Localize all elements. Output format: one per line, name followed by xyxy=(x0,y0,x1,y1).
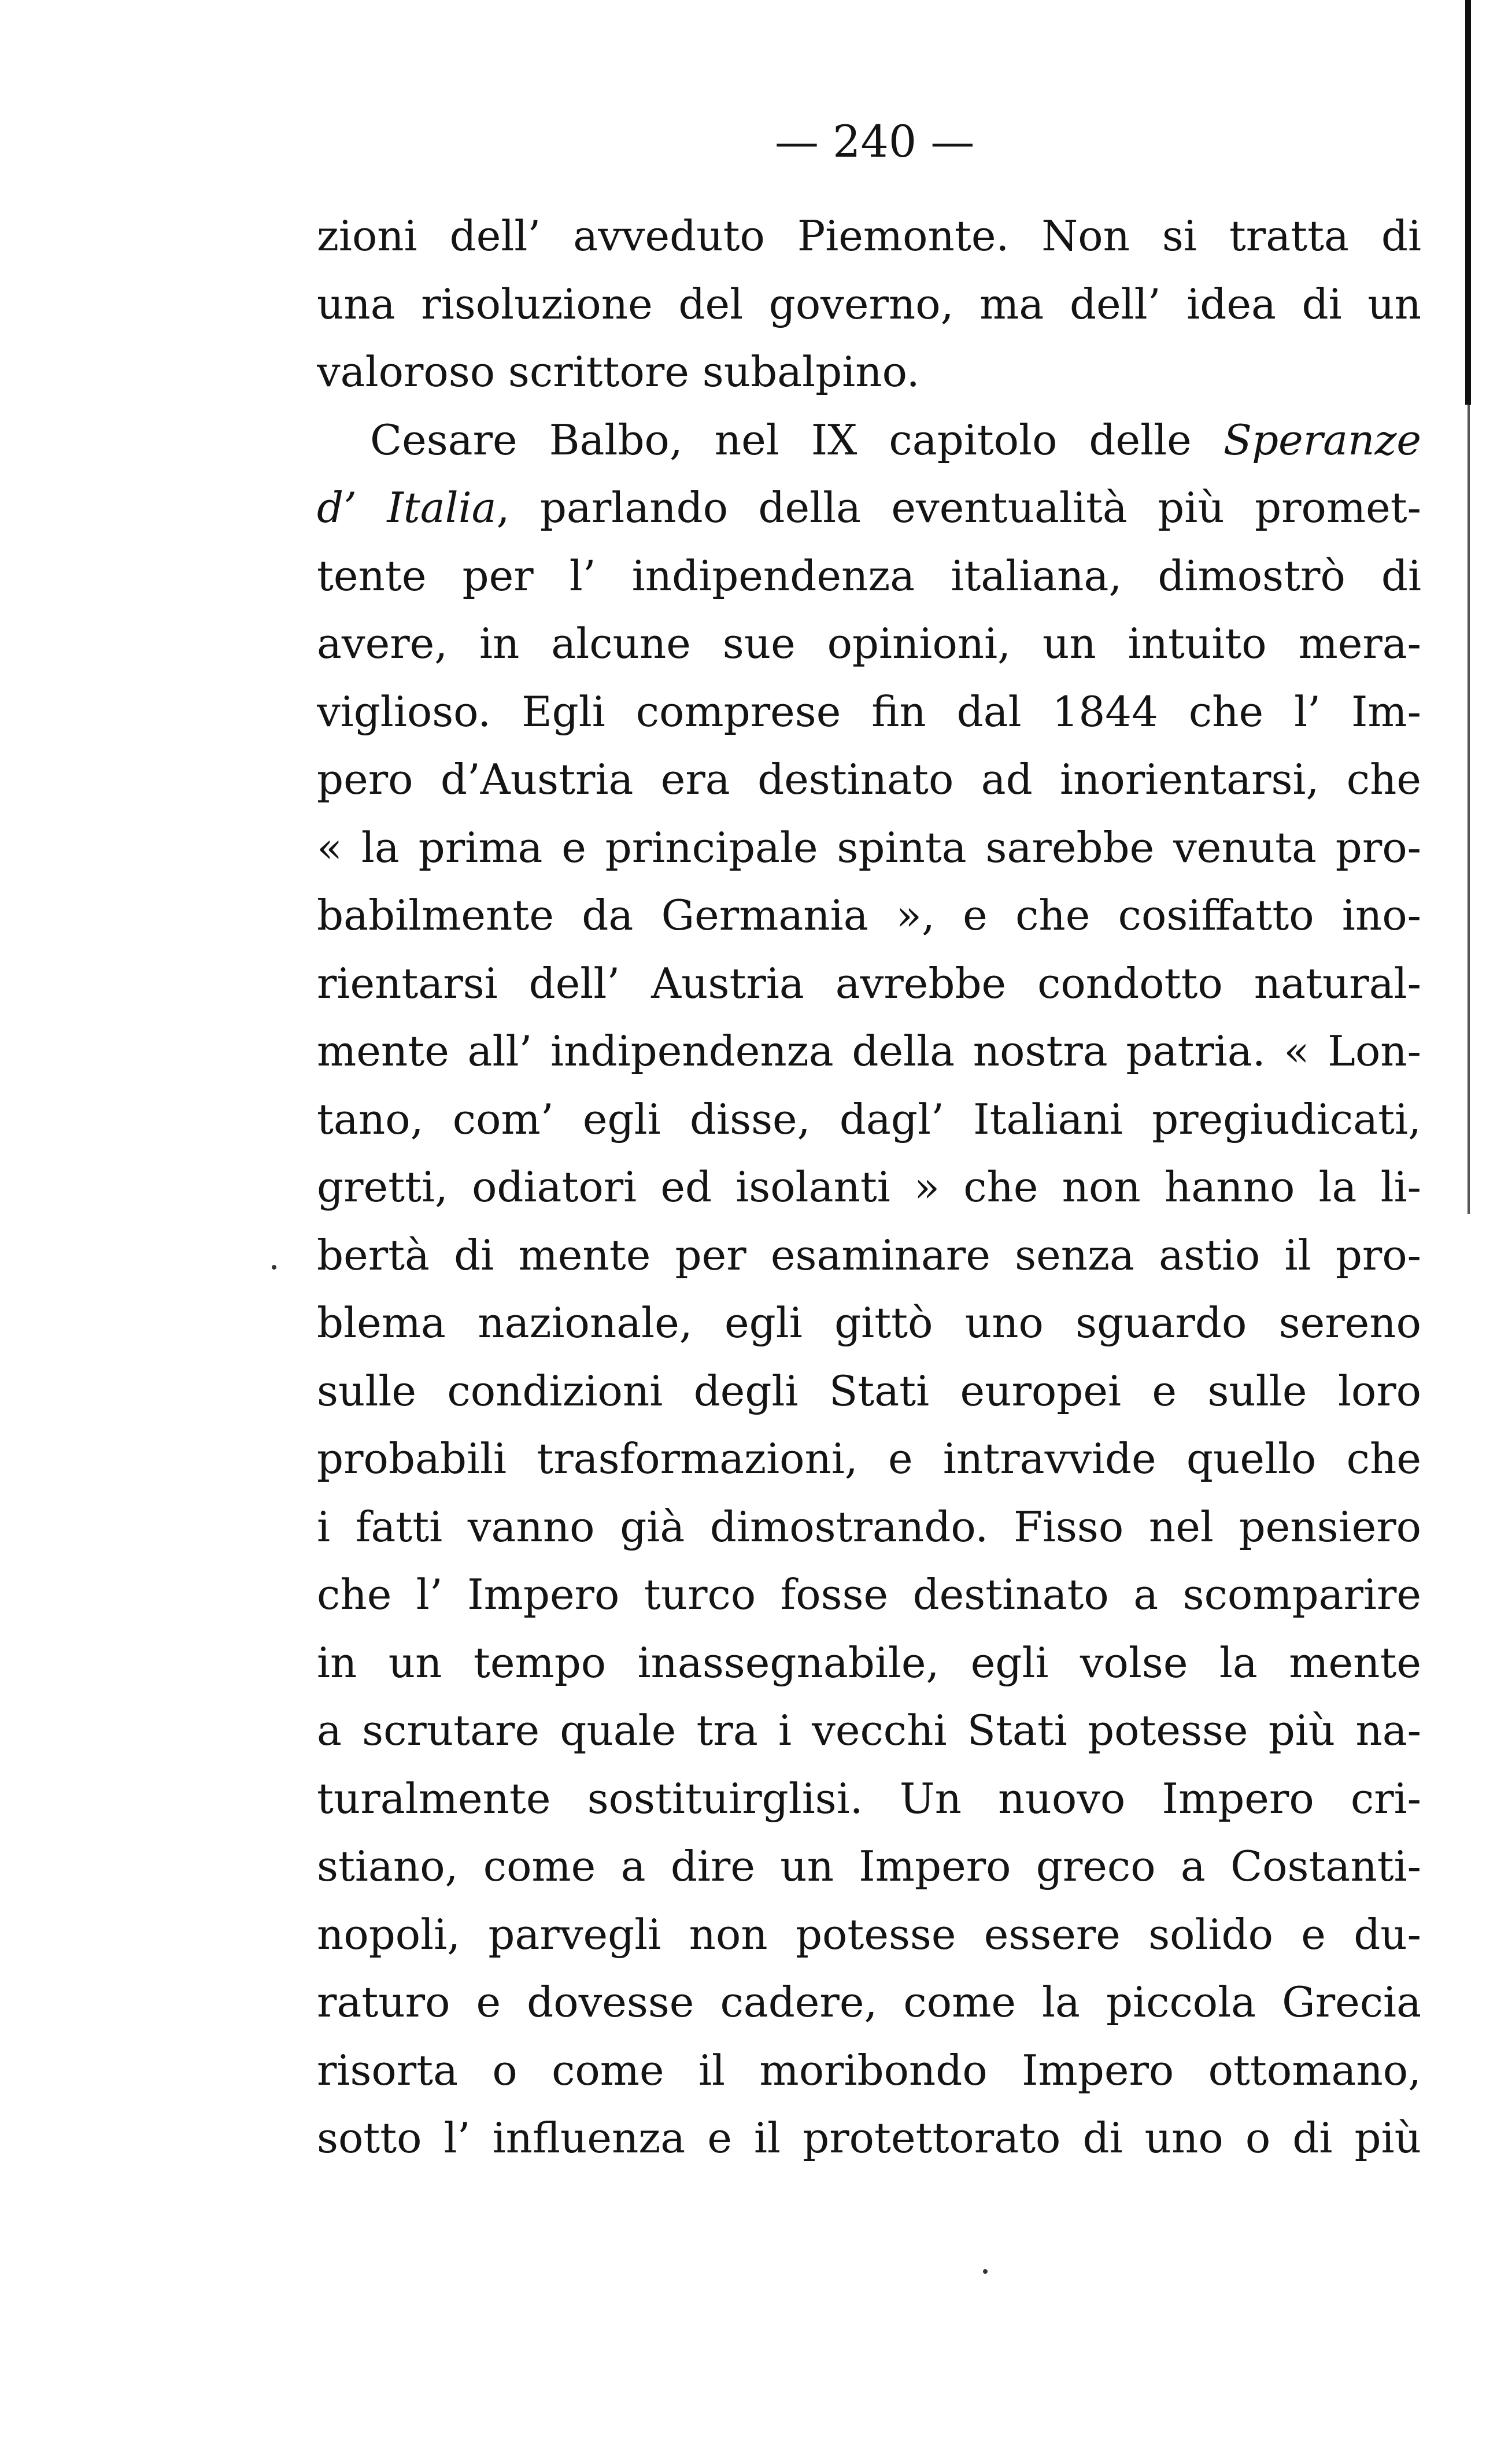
text-line: viglioso. Egli comprese fin dal 1844 che l’ Im- xyxy=(317,687,1421,736)
text-line: a scrutare quale tra i vecchi Stati potesse più na- xyxy=(317,1706,1421,1755)
page-edge-shadow xyxy=(1465,0,1471,405)
text-line: pero d’Austria era destinato ad inorientarsi, che xyxy=(317,755,1421,804)
text-line: che l’ Impero turco fosse destinato a scomparire xyxy=(317,1570,1421,1619)
text-line: avere, in alcune sue opinioni, un intuito mera- xyxy=(317,619,1421,668)
text-line: risorta o come il moribondo Impero ottomano, xyxy=(317,2045,1421,2095)
ink-speck xyxy=(983,2269,988,2274)
text-line: sotto l’ influenza e il protettorato di uno o di più xyxy=(317,2114,1421,2162)
text-span: , parlando della eventualità più promet- xyxy=(496,483,1421,532)
body-text xyxy=(317,202,1421,2173)
text-span: Cesare Balbo, nel IX capitolo delle xyxy=(370,415,1223,464)
text-line: i fatti vanno già dimostrando. Fisso nel pensiero xyxy=(317,1502,1421,1551)
ink-speck xyxy=(272,1265,276,1270)
page-edge-line xyxy=(1467,405,1470,1214)
text-line: tente per l’ indipendenza italiana, dimostrò di xyxy=(317,551,1421,600)
text-line: raturo e dovesse cadere, come la piccola Grecia xyxy=(317,1978,1421,2026)
text-line xyxy=(317,406,1421,475)
text-line: gretti, odiatori ed isolanti » che non hanno la li- xyxy=(317,1163,1421,1211)
text-line: zioni dell’ avveduto Piemonte. Non si tratta di xyxy=(317,212,1421,260)
text-line: tano, com’ egli disse, dagl’ Italiani pregiudicati, xyxy=(317,1094,1421,1144)
text-line: valoroso scrittore subalpino. xyxy=(317,347,920,396)
text-line: turalmente sostituirglisi. Un nuovo Impero cri- xyxy=(317,1774,1421,1823)
text-line: bertà di mente per esaminare senza astio il pro- xyxy=(317,1230,1421,1279)
text-line: in un tempo inassegnabile, egli volse la mente xyxy=(317,1638,1421,1687)
text-line: blema nazionale, egli gittò uno sguardo sereno xyxy=(317,1298,1421,1347)
text-line: mente all’ indipendenza della nostra patria. « Lon- xyxy=(317,1027,1421,1075)
text-line: stiano, come a dire un Impero greco a Costanti- xyxy=(317,1842,1421,1890)
text-line: rientarsi dell’ Austria avrebbe condotto natural- xyxy=(317,959,1421,1008)
text-line xyxy=(317,474,1421,542)
book-title-italic: d’ Italia xyxy=(317,483,497,532)
text-line: probabili trasformazioni, e intravvide quello che xyxy=(317,1434,1421,1483)
text-line: sulle condizioni degli Stati europei e sulle loro xyxy=(317,1366,1421,1415)
book-title-italic: Speranze xyxy=(1223,415,1421,464)
text-line: « la prima e principale spinta sarebbe venuta pro- xyxy=(317,823,1421,872)
text-line: una risoluzione del governo, ma dell’ idea di un xyxy=(317,279,1421,328)
page-number: — 240 — xyxy=(775,116,975,167)
text-line: nopoli, parvegli non potesse essere solido e du- xyxy=(317,1910,1421,1959)
text-line: babilmente da Germania », e che cosiffatto ino- xyxy=(317,891,1421,939)
